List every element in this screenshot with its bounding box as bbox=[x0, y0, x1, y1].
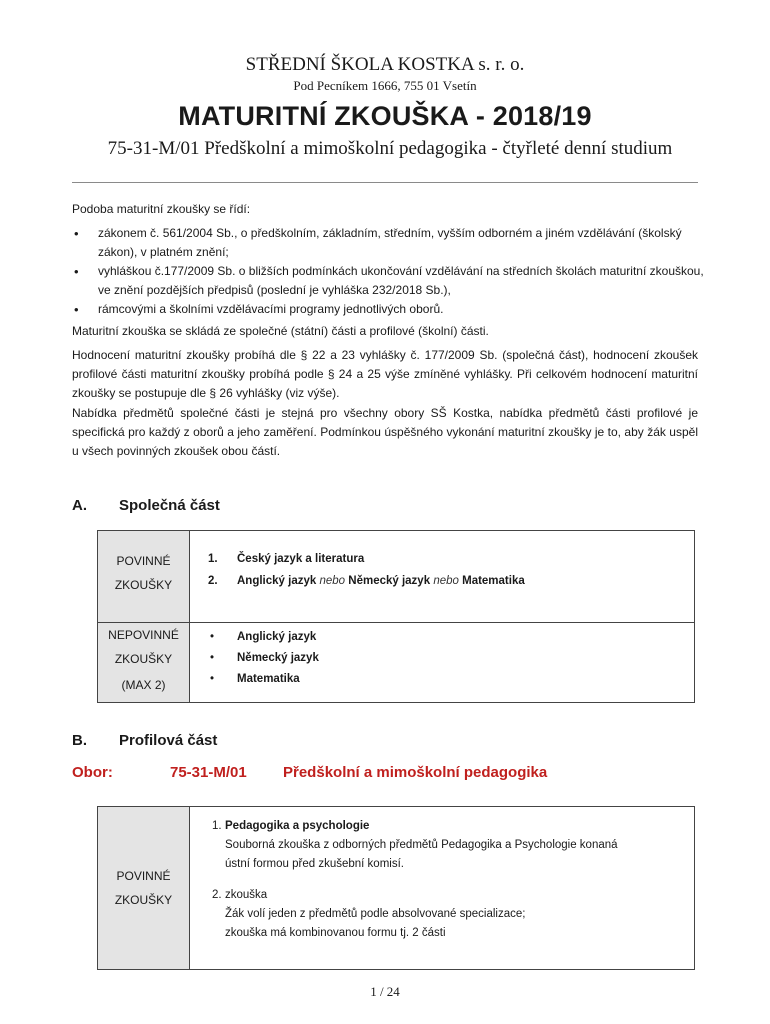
page-number: 1 / 24 bbox=[370, 984, 400, 999]
optional-item: • Německý jazyk bbox=[210, 652, 319, 664]
optional-item: • Anglický jazyk bbox=[210, 631, 317, 643]
profile-items-cell bbox=[190, 807, 695, 970]
paragraph-evaluation: Hodnocení maturitní zkoušky probíhá dle § 22 a 23 vyhlášky č. 177/2009 Sb. (společná část), hodnocení zkoušek profilové části maturitní zkoušky probíhá podle § 24 a 25 výše zmíněné vyhlášky. Při celkovém hodnocení maturitní zkoušky se postupuje dle § 26 vyhlášky (viz výše). bbox=[72, 348, 698, 400]
header-divider bbox=[72, 182, 698, 183]
common-part-table bbox=[97, 530, 695, 703]
profile-item: 2. zkouška Žák volí jeden z předmětů podle absolvované specializace; zkouška má kombinovanou formu tj. 2 části bbox=[190, 886, 694, 943]
paragraph-offer: Nabídka předmětů společné části je stejná pro všechny obory SŠ Kostka, nabídka předmětů části profilové je specifická pro každý z oborů a jeho zaměření. Podmínkou úspěšného vykonání maturitní zkoušky je to, aby žák uspěl u všech povinných zkoušek obou částí. bbox=[72, 406, 698, 458]
field-label: Obor: bbox=[72, 764, 113, 781]
optional-label-line-2: ZKOUŠKY bbox=[114, 652, 173, 666]
list-item: • vyhláškou č.177/2009 Sb. o bližších podmínkách ukončování vzdělávání na středních školách maturitní zkouškou, ve znění pozdějších předpisů (poslední je vyhláška 232/2018 Sb.), bbox=[72, 262, 712, 300]
section-a-title: Společná část bbox=[119, 497, 220, 514]
profile-item: 1. Pedagogika a psychologie Souborná zkouška z odborných předmětů Pedagogika a Psychologie konaná ústní formou před zkušební komisí. bbox=[190, 817, 694, 874]
list-item: • rámcovými a školními vzdělávacími programy jednotlivých oborů. bbox=[72, 300, 712, 319]
profile-mandatory-label-cell bbox=[98, 807, 190, 970]
mandatory-label-cell bbox=[98, 531, 190, 623]
school-address: Pod Pecníkem 1666, 755 01 Vsetín bbox=[293, 78, 477, 93]
optional-label-max: (MAX 2) bbox=[121, 678, 166, 692]
section-a-letter: A. bbox=[72, 497, 87, 514]
profile-item-title: zkouška bbox=[225, 889, 268, 901]
optional-item: • Matematika bbox=[210, 673, 300, 685]
optional-label-line-1: NEPOVINNÉ bbox=[108, 628, 179, 642]
school-name: STŘEDNÍ ŠKOLA KOSTKA s. r. o. bbox=[245, 54, 525, 75]
legal-basis-list bbox=[72, 224, 712, 319]
field-code: 75-31-M/01 bbox=[170, 764, 247, 781]
section-b-letter: B. bbox=[72, 732, 87, 749]
intro-lead: Podoba maturitní zkoušky se řídí: bbox=[72, 202, 251, 216]
profile-label-line-1: POVINNÉ bbox=[116, 869, 171, 883]
optional-label-cell bbox=[98, 623, 190, 703]
field-name: Předškolní a mimoškolní pedagogika bbox=[283, 764, 548, 781]
section-b-title: Profilová část bbox=[119, 732, 218, 749]
paragraph-structure: Maturitní zkouška se skládá ze společné (státní) části a profilové (školní) části. bbox=[72, 324, 489, 338]
document-title: MATURITNÍ ZKOUŠKA - 2018/19 bbox=[178, 101, 592, 131]
profile-part-table bbox=[97, 806, 695, 970]
optional-items-cell bbox=[190, 623, 695, 703]
list-item: • zákonem č. 561/2004 Sb., o předškolním, základním, středním, vyšším odborném a jiném vzdělávání (školský zákon), v platném znění; bbox=[72, 224, 712, 262]
mandatory-label-line-1: POVINNÉ bbox=[116, 554, 171, 568]
mandatory-label-line-2: ZKOUŠKY bbox=[114, 578, 173, 592]
document-subtitle: 75-31-M/01 Předškolní a mimoškolní pedagogika - čtyřleté denní studium bbox=[107, 138, 673, 159]
profile-item-title: Pedagogika a psychologie bbox=[225, 820, 370, 832]
mandatory-item: 2. Anglický jazyk nebo Německý jazyk nebo Matematika bbox=[208, 575, 525, 587]
profile-label-line-2: ZKOUŠKY bbox=[114, 893, 173, 907]
mandatory-item: 1. Český jazyk a literatura bbox=[208, 553, 365, 565]
mandatory-items-cell bbox=[190, 531, 695, 623]
